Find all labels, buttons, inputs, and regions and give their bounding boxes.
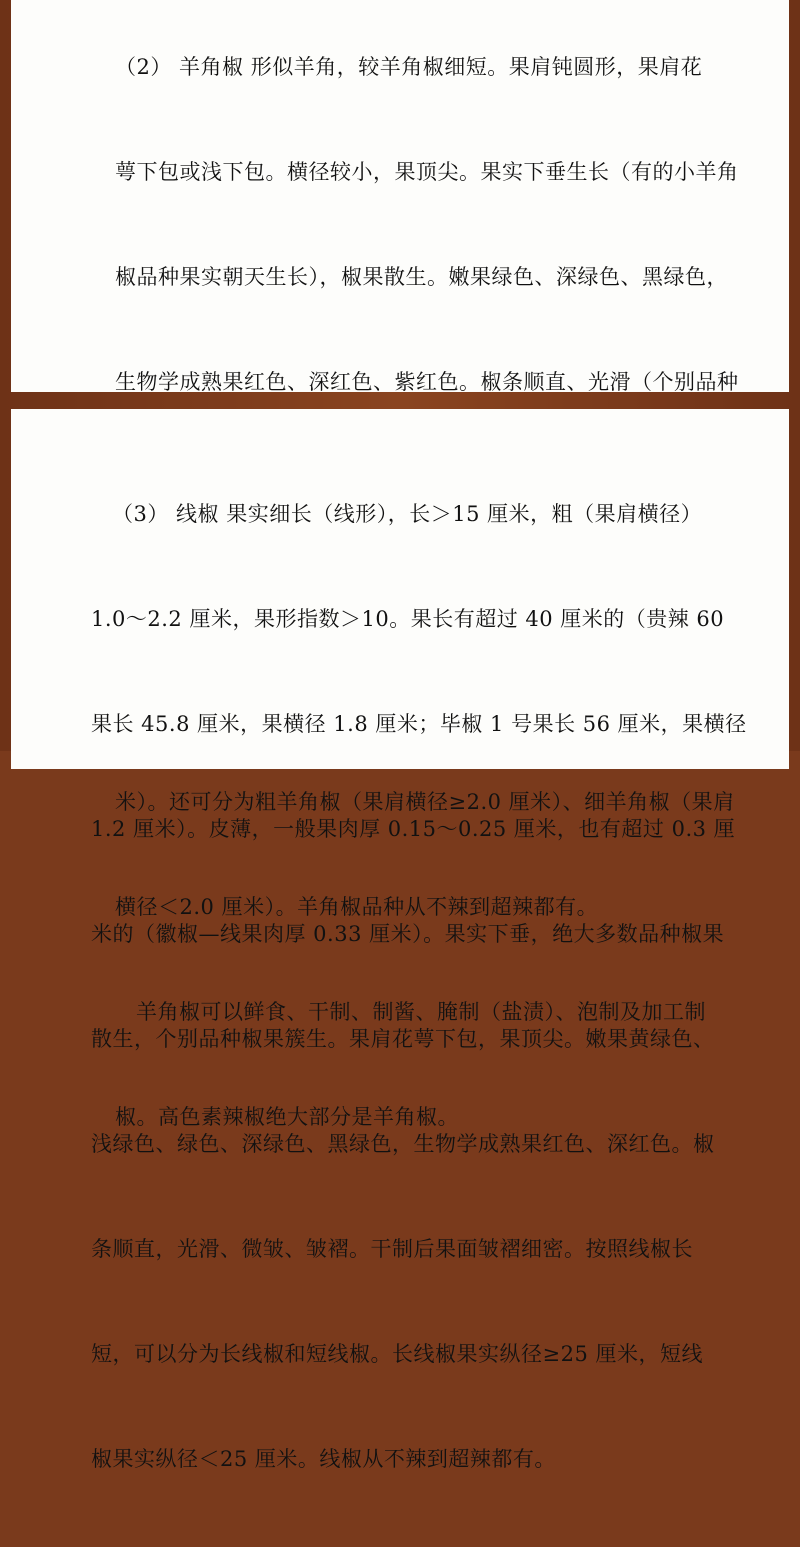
text-line: 短，可以分为长线椒和短线椒。长线椒果实纵径≥25 厘米，短线 xyxy=(91,1342,703,1366)
text-line: 米）。还可分为粗羊角椒（果肩横径≥2.0 厘米）、细羊角椒（果肩 xyxy=(115,790,735,814)
text-line: 生物学成熟果红色、深红色、紫红色。椒条顺直、光滑（个别品种 xyxy=(115,370,739,394)
text-line: 1.0～2.2 厘米，果形指数＞10。果长有超过 40 厘米的（贵辣 60 xyxy=(91,607,725,631)
text-line: 椒品种果实朝天生长），椒果散生。嫩果绿色、深绿色、黑绿色， xyxy=(115,265,728,289)
text-line: 条顺直，光滑、微皱、皱褶。干制后果面皱褶细密。按照线椒长 xyxy=(91,1237,693,1261)
paragraph-xianjiao xyxy=(11,409,789,1547)
text-line: 散生，个别品种椒果簇生。果肩花萼下包，果顶尖。嫩果黄绿色、 xyxy=(91,1027,715,1051)
text-line: 椒果实纵径＜25 厘米。线椒从不辣到超辣都有。 xyxy=(91,1447,556,1471)
text-line: 羊角椒可以鲜食、干制、制酱、腌制（盐渍）、泡制及加工制 xyxy=(136,1000,706,1024)
text-line: 浅绿色、绿色、深绿色、黑绿色，生物学成熟果红色、深红色。椒 xyxy=(91,1132,715,1156)
text-line: 椒。高色素辣椒绝大部分是羊角椒。 xyxy=(115,1105,459,1129)
text-line: 1.2 厘米）。皮薄，一般果肉厚 0.15～0.25 厘米，也有超过 0.3 厘 xyxy=(91,817,736,841)
text-line: （2） 羊角椒 形似羊角，较羊角椒细短。果肩钝圆形，果肩花 xyxy=(115,55,703,79)
text-line: （3） 线椒 果实细长（线形），长＞15 厘米，粗（果肩横径） xyxy=(112,502,703,526)
text-line: 横径＜2.0 厘米）。羊角椒品种从不辣到超辣都有。 xyxy=(115,895,599,919)
text-line: 米的（徽椒—线果肉厚 0.33 厘米）。果实下垂，绝大多数品种椒果 xyxy=(91,922,725,946)
text-line: 果长 45.8 厘米，果横径 1.8 厘米；毕椒 1 号果长 56 厘米，果横径 xyxy=(91,712,747,736)
text-line: 萼下包或浅下包。横径较小，果顶尖。果实下垂生长（有的小羊角 xyxy=(115,160,739,184)
